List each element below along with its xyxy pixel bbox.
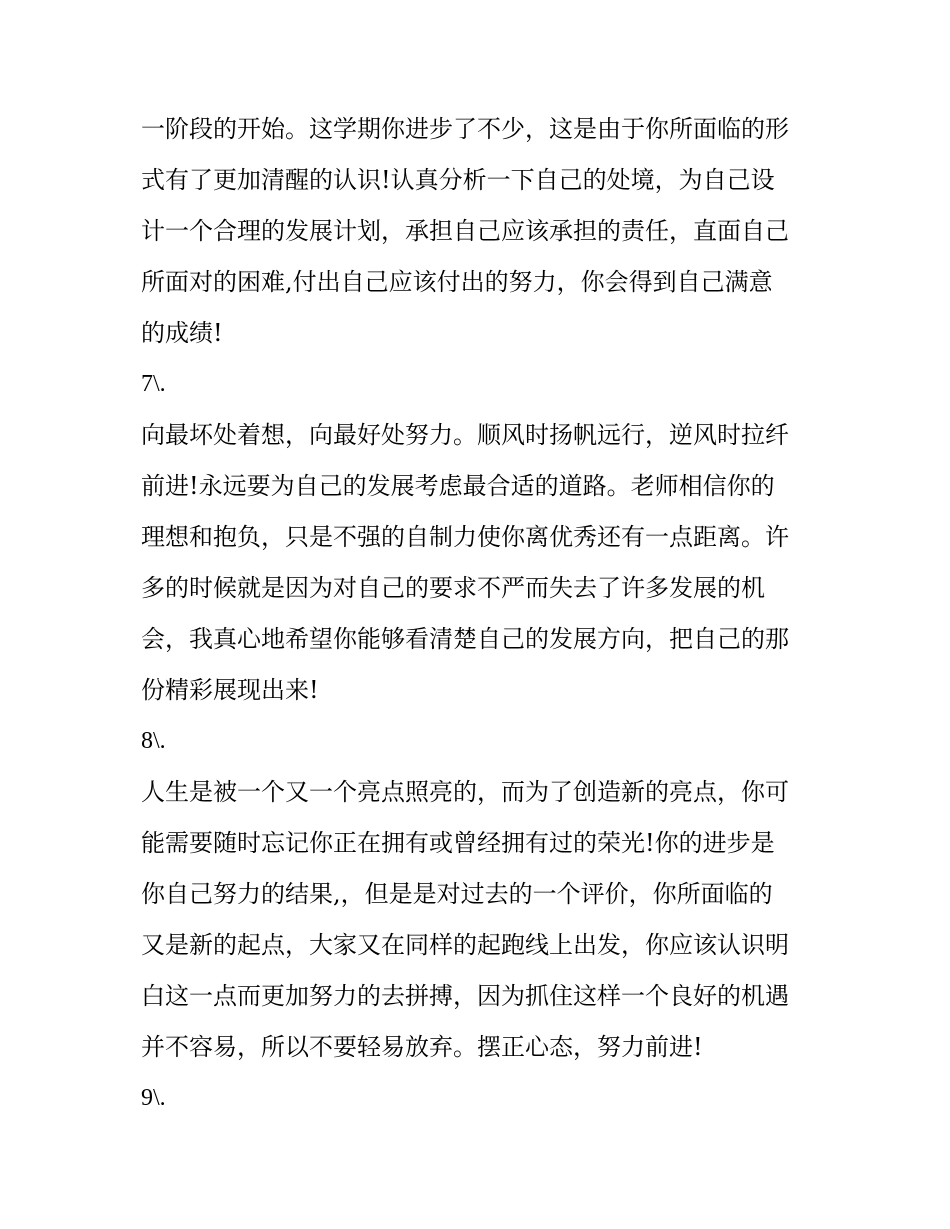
text-line: 一阶段的开始。这学期你进步了不少，这是由于你所面临的形 [141,115,789,143]
item-number: 8\. [141,728,166,754]
text-line: 份精彩展现出来! [141,676,319,704]
item-number: 7\. [141,371,166,397]
text-line: 会，我真心地希望你能够看清楚自己的发展方向，把自己的那 [141,625,789,653]
text-line: 理想和抱负，只是不强的自制力使你离优秀还有一点距离。许 [141,523,789,551]
text-line: 的成绩! [141,319,223,347]
text-line: 多的时候就是因为对自己的要求不严而失去了许多发展的机 [141,574,765,602]
text-line: 向最坏处着想，向最好处努力。顺风时扬帆远行，逆风时拉纤 [141,421,789,449]
text-line: 人生是被一个又一个亮点照亮的，而为了创造新的亮点，你可 [141,778,789,806]
text-line: 并不容易，所以不要轻易放弃。摆正心态，努力前进! [141,1033,703,1061]
item-number: 9\. [141,1085,166,1111]
text-line: 你自己努力的结果,，但是是对过去的一个评价，你所面临的 [141,880,773,908]
text-line: 能需要随时忘记你正在拥有或曾经拥有过的荣光!你的进步是 [141,829,775,857]
text-line: 前进!永远要为自己的发展考虑最合适的道路。老师相信你的 [141,472,775,500]
text-line: 计一个合理的发展计划，承担自己应该承担的责任，直面自己 [141,217,789,245]
text-line: 所面对的困难,付出自己应该付出的努力，你会得到自己满意 [141,268,773,296]
text-line: 又是新的起点，大家又在同样的起跑线上出发，你应该认识明 [141,931,789,959]
document-body [141,104,821,1124]
text-line: 白这一点而更加努力的去拼搏，因为抓住这样一个良好的机遇 [141,982,789,1010]
text-line: 式有了更加清醒的认识!认真分析一下自己的处境，为自己设 [141,166,775,194]
